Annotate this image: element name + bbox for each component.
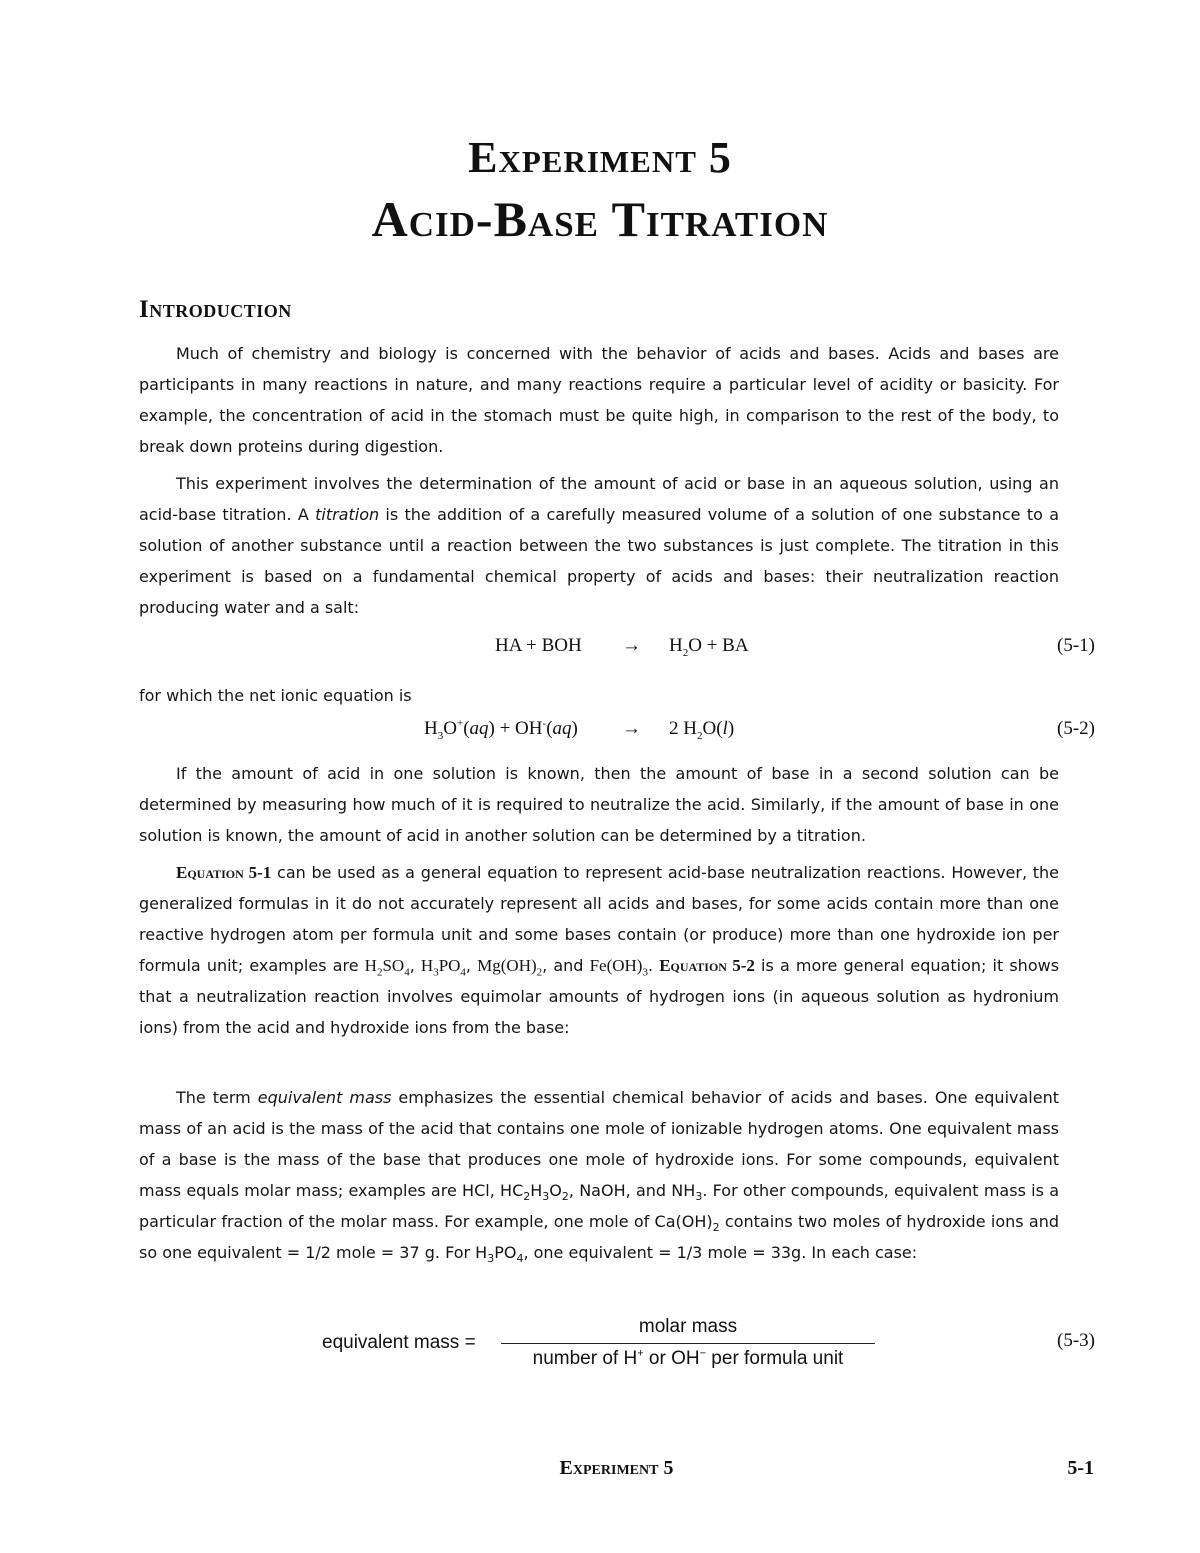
- p5-f4a: Fe(OH): [589, 956, 643, 975]
- equation-5-1-lhs: HA + BOH: [495, 635, 582, 656]
- eq2-aq2: aq: [552, 718, 572, 739]
- eq2-h: O(: [702, 718, 723, 739]
- equation-5-1: [139, 635, 1095, 665]
- document-title: Acid-Base Titration: [371, 191, 829, 247]
- paragraph-2-text-a: This experiment involves the determination of the amount of acid or base in an aqueous solution, using an acid-base titration. A: [139, 474, 1059, 524]
- p6-h: PO: [494, 1243, 517, 1262]
- equation-reference-5-2: Equation 5-2: [659, 956, 755, 975]
- equation-5-1-number: (5-1): [1057, 635, 1095, 656]
- p5-f3s: 2: [536, 966, 543, 979]
- p6-d: O: [549, 1181, 562, 1200]
- p6-a: The term: [176, 1088, 258, 1107]
- p5-sep1: ,: [409, 956, 421, 975]
- eq2-sup1: +: [456, 717, 464, 730]
- reaction-arrow-icon: →: [622, 635, 641, 656]
- p6-c: H: [530, 1181, 543, 1200]
- p6-s4: 3: [695, 1190, 703, 1204]
- paragraph-2: [139, 468, 1059, 623]
- paragraph-2-text-b: is the addition of a carefully measured volume of a solution of one substance to a solution of another substance until a reaction between the two substances is just complete. The titration in this experiment is based on a fundamental chemical property of acids and bases: their neutralization reaction producing water and a salt:: [139, 505, 1059, 617]
- paragraph-6: [139, 1082, 1059, 1268]
- page-number: 5-1: [1067, 1457, 1094, 1479]
- p5-f4s: 3: [642, 966, 648, 979]
- eq3-den-sup1: +: [637, 1347, 644, 1360]
- paragraph-5: [139, 857, 1059, 1043]
- p5-f1s2: 4: [404, 966, 410, 979]
- term-titration: titration: [315, 505, 380, 524]
- equation-5-3-label: equivalent mass =: [322, 1332, 476, 1353]
- experiment-title: Experiment 5: [468, 133, 732, 182]
- footer-experiment-label: Experiment 5: [559, 1457, 674, 1479]
- p6-s6: 3: [487, 1252, 495, 1266]
- p5-b: is a more general equation; it shows that a neutralization reaction involves equimolar amounts of hydrogen ions (in aqueous solution as hydronium ions) from the acid and hydroxide ions from the base:: [139, 956, 1060, 1037]
- eq1-rhs-b: O + BA: [688, 635, 749, 656]
- p5-a: can be used as a general equation to represent acid-base neutralization reactions. However, the generalized formulas in it do not accurately represent all acids and bases, for some acids contain more than one reactive hydrogen atom per formula unit and some bases contain (or produce) more than one hydroxide ion per formula unit; examples are: [139, 863, 1060, 975]
- eq2-sub2: 2: [696, 729, 703, 742]
- paragraph-1: Much of chemistry and biology is concerned with the behavior of acids and bases. Acids and bases are participants in many reactions in nature, and many reactions require a particular level of acidity or basicity. For example, the concentration of acid in the stomach must be quite high, in comparison to the rest of the body, to break down proteins during digestion.: [139, 344, 1059, 456]
- eq2-b: O: [443, 718, 457, 739]
- paragraph-3: for which the net ionic equation is: [139, 686, 412, 705]
- eq1-rhs-a: H: [669, 635, 683, 656]
- eq2-d: ) + OH: [488, 718, 543, 739]
- equation-5-2: [139, 718, 1095, 748]
- eq1-rhs-sub: 2: [682, 646, 689, 659]
- p6-f: . For other compounds, equivalent mass is a particular fraction of the molar mass. For example, one mole of Ca(OH): [139, 1181, 1059, 1231]
- equation-5-1-rhs: [669, 635, 749, 657]
- eq2-sub: 3: [437, 729, 444, 742]
- equation-reference-5-1: Equation 5-1: [176, 863, 272, 882]
- section-heading-introduction: Introduction: [139, 296, 292, 323]
- equation-5-3-denominator: [501, 1348, 875, 1370]
- p6-e: , NaOH, and NH: [568, 1181, 696, 1200]
- p6-s1: 2: [523, 1190, 531, 1204]
- p6-s5: 2: [712, 1221, 720, 1235]
- p5-f2s1: 3: [433, 966, 439, 979]
- formula-feoh3: [589, 956, 648, 979]
- p6-b: emphasizes the essential chemical behavior of acids and bases. One equivalent mass of an acid is the mass of the acid that contains one mole of ionizable hydrogen atoms. One equivalent mass of a base is the mass of the base that produces one mole of hydroxide ions. For some compounds, equivalent mass equals molar mass; examples are HCl, HC: [139, 1088, 1059, 1200]
- eq3-den-b: or OH: [643, 1348, 700, 1369]
- eq3-den-c: per formula unit: [706, 1348, 844, 1369]
- p5-sep2: ,: [465, 956, 478, 975]
- equation-5-3-number: (5-3): [1057, 1330, 1095, 1351]
- p6-g: contains two moles of hydroxide ions and so one equivalent = 1/2 mole = 37 g. For H: [139, 1212, 1060, 1262]
- equation-5-3: [139, 1312, 1095, 1378]
- eq3-den-sup2: −: [699, 1347, 707, 1360]
- formula-h2so4: [364, 956, 410, 979]
- term-equivalent-mass: equivalent mass: [257, 1088, 392, 1107]
- eq2-aq1: aq: [469, 718, 489, 739]
- p6-s2: 3: [542, 1190, 550, 1204]
- eq2-e: (: [546, 718, 553, 739]
- p6-s3: 2: [561, 1190, 569, 1204]
- formula-mgoh2: [477, 956, 543, 979]
- reaction-arrow-icon: →: [622, 718, 641, 739]
- eq2-g: 2 H: [669, 718, 697, 739]
- p5-f1b: SO: [382, 956, 405, 975]
- formula-h3po4: [420, 956, 466, 979]
- equation-5-3-numerator: molar mass: [638, 1316, 738, 1337]
- p5-f2a: H: [420, 956, 434, 975]
- p5-f3a: Mg(OH): [477, 956, 537, 975]
- eq2-l: l: [722, 718, 728, 739]
- eq2-i: ): [727, 718, 735, 739]
- eq2-c: (: [463, 718, 470, 739]
- eq2-sup2: -: [542, 717, 547, 730]
- equation-5-2-lhs: [424, 718, 578, 740]
- eq2-a: H: [424, 718, 438, 739]
- p6-i: , one equivalent = 1/3 mole = 33g. In each case:: [523, 1243, 918, 1262]
- p5-sep3: , and: [542, 956, 590, 975]
- paragraph-4: If the amount of acid in one solution is known, then the amount of base in a second solution can be determined by measuring how much of it is required to neutralize the acid. Similarly, if the amount of base in one solution is known, the amount of acid in another solution can be determined by a titration.: [139, 764, 1059, 845]
- p6-s7: 4: [516, 1252, 524, 1266]
- p5-end1: .: [647, 956, 660, 975]
- eq2-f: ): [571, 718, 578, 739]
- fraction-bar: [501, 1343, 875, 1344]
- p5-f1a: H: [364, 956, 377, 975]
- p5-f2s2: 4: [460, 966, 466, 979]
- equation-5-2-rhs: [669, 718, 734, 740]
- p5-f1s1: 2: [376, 966, 383, 979]
- p5-f2b: PO: [438, 956, 461, 975]
- eq3-den-a: number of H: [532, 1348, 638, 1369]
- equation-5-2-number: (5-2): [1057, 718, 1095, 739]
